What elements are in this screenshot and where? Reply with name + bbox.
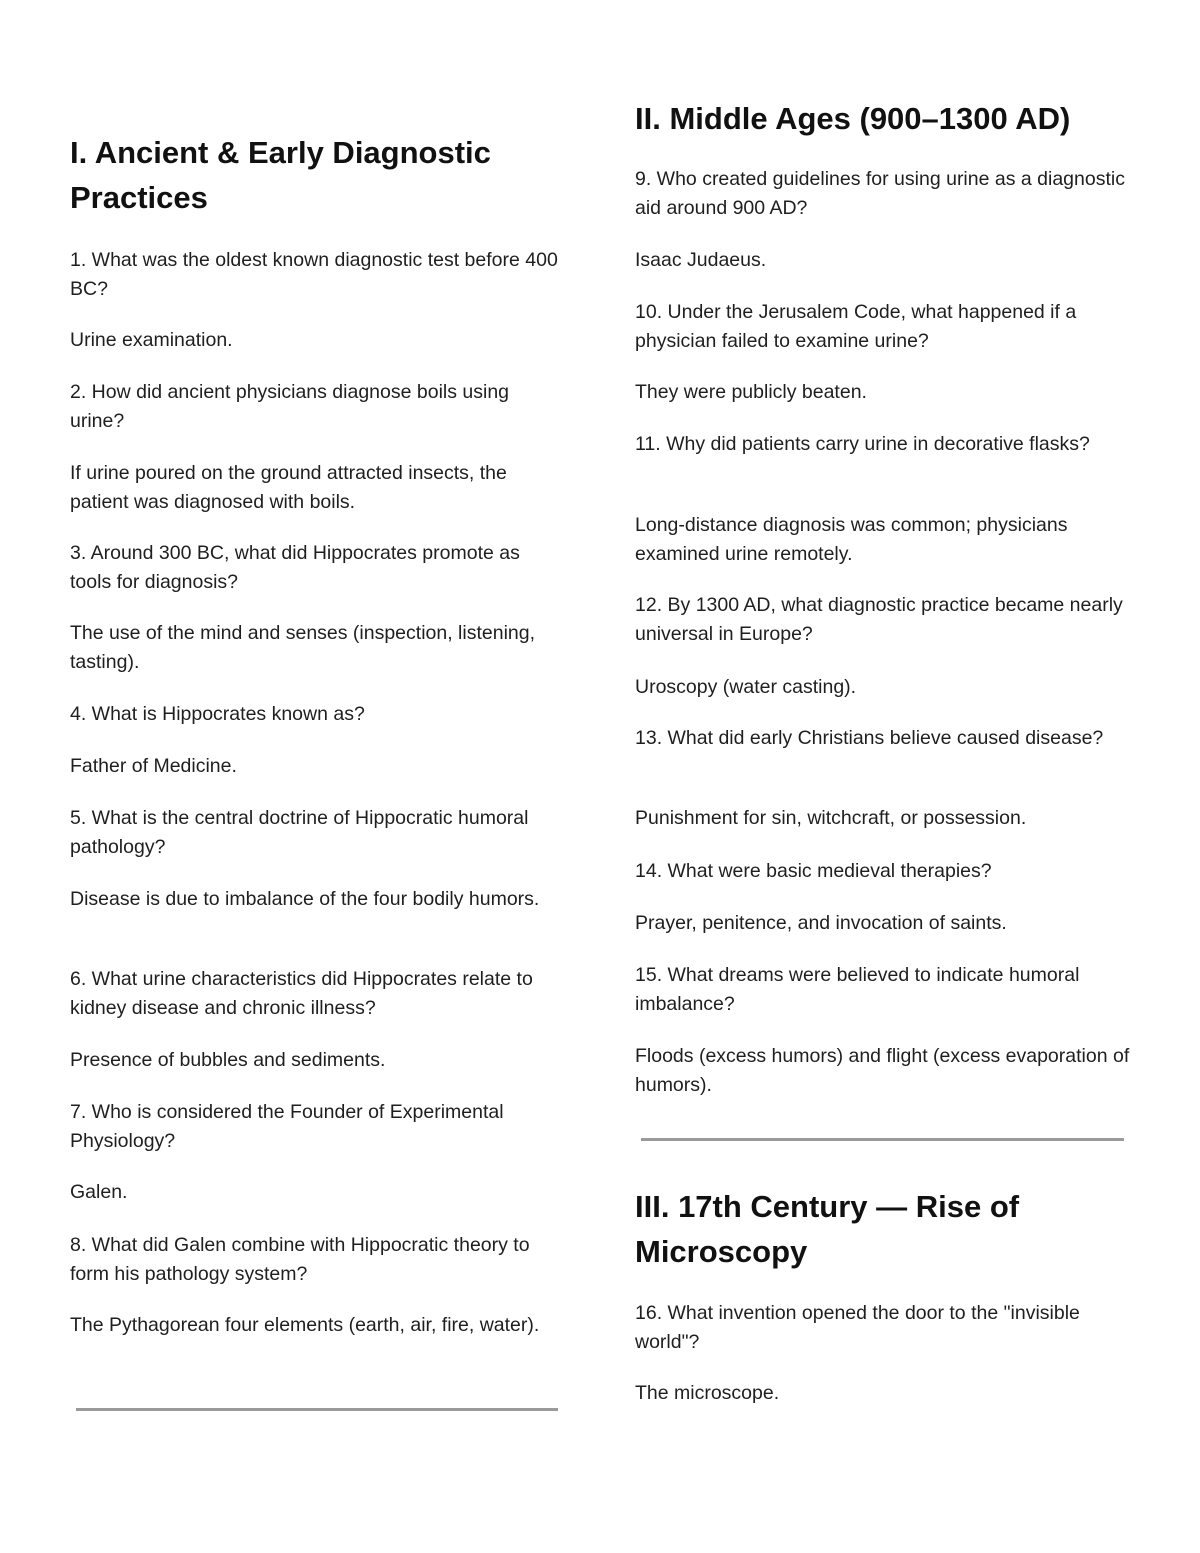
answer-6: Presence of bubbles and sediments. [70,1049,386,1071]
answer-7: Galen. [70,1181,128,1203]
question-9: 9. Who created guidelines for using urine as a diagnostic aid around 900 AD? [635,168,1125,219]
section-heading-microscopy: III. 17th Century — Rise of Microscopy [635,1189,1020,1269]
answer-3: The use of the mind and senses (inspection, listening, tasting). [70,622,536,673]
answer-15: Floods (excess humors) and flight (excess evaporation of humors). [635,1045,1130,1096]
question-11: 11. Why did patients carry urine in decorative flasks? [635,433,1090,455]
question-5: 5. What is the central doctrine of Hippocratic humoral pathology? [70,807,529,858]
question-10: 10. Under the Jerusalem Code, what happened if a physician failed to examine urine? [635,301,1077,352]
answer-9: Isaac Judaeus. [635,249,767,271]
question-7: 7. Who is considered the Founder of Experimental Physiology? [70,1101,504,1152]
question-14: 14. What were basic medieval therapies? [635,860,992,882]
section-divider [76,1408,558,1411]
answer-16: The microscope. [635,1382,780,1404]
answer-10: They were publicly beaten. [635,381,867,403]
question-13: 13. What did early Christians believe caused disease? [635,727,1104,749]
question-3: 3. Around 300 BC, what did Hippocrates promote as tools for diagnosis? [70,542,520,593]
question-8: 8. What did Galen combine with Hippocratic theory to form his pathology system? [70,1234,530,1285]
answer-4: Father of Medicine. [70,755,237,777]
section-heading-ancient: I. Ancient & Early Diagnostic Practices [70,135,491,215]
section-heading-middle-ages: II. Middle Ages (900–1300 AD) [635,101,1071,136]
question-2: 2. How did ancient physicians diagnose boils using urine? [70,381,510,432]
question-16: 16. What invention opened the door to the "invisible world"? [635,1302,1080,1353]
answer-12: Uroscopy (water casting). [635,676,857,698]
answer-14: Prayer, penitence, and invocation of saints. [635,912,1007,934]
question-1: 1. What was the oldest known diagnostic test before 400 BC? [70,249,558,300]
answer-2: If urine poured on the ground attracted insects, the patient was diagnosed with boils. [70,462,507,513]
question-4: 4. What is Hippocrates known as? [70,703,365,725]
question-12: 12. By 1300 AD, what diagnostic practice became nearly universal in Europe? [635,594,1123,645]
answer-8: The Pythagorean four elements (earth, air, fire, water). [70,1314,540,1336]
answer-5: Disease is due to imbalance of the four bodily humors. [70,888,540,910]
answer-11: Long-distance diagnosis was common; physicians examined urine remotely. [635,514,1068,565]
answer-13: Punishment for sin, witchcraft, or possession. [635,807,1027,829]
section-divider [641,1138,1124,1141]
question-15: 15. What dreams were believed to indicate humoral imbalance? [635,964,1080,1015]
question-6: 6. What urine characteristics did Hippocrates relate to kidney disease and chronic illness? [70,968,533,1019]
answer-1: Urine examination. [70,329,233,351]
